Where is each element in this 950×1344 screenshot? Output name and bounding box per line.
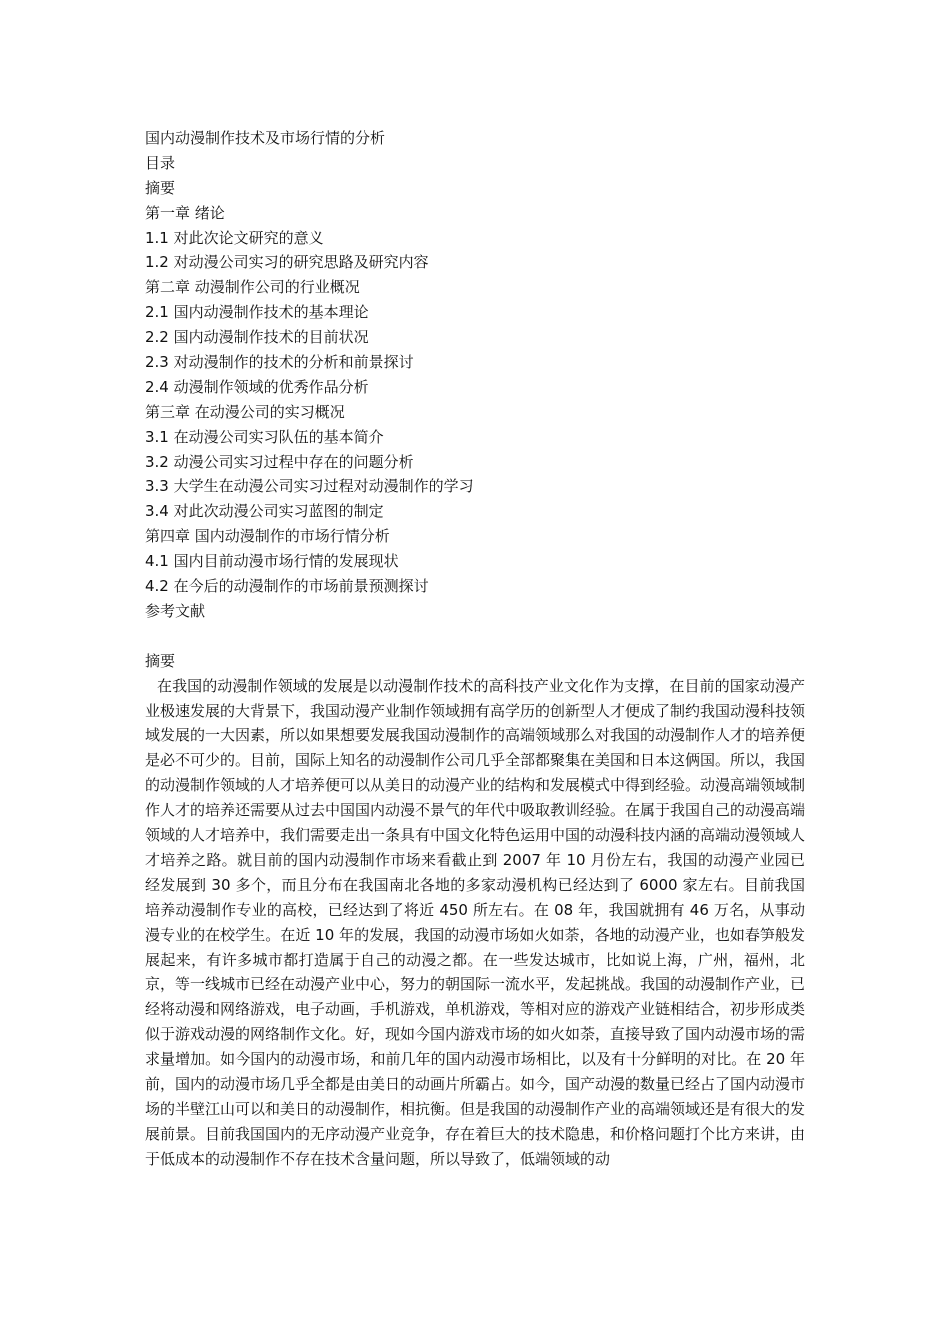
section-spacer — [145, 624, 805, 649]
toc-item: 3.2 动漫公司实习过程中存在的问题分析 — [145, 452, 414, 471]
toc-item: 参考文献 — [145, 601, 206, 620]
toc-item: 2.3 对动漫制作的技术的分析和前景探讨 — [145, 353, 414, 372]
toc-item: 1.1 对此次论文研究的意义 — [145, 228, 324, 247]
document-content — [145, 126, 805, 1172]
toc-item: 2.2 国内动漫制作技术的目前状况 — [145, 328, 369, 347]
toc-item: 3.3 大学生在动漫公司实习过程对动漫制作的学习 — [145, 477, 474, 496]
toc-item: 2.4 动漫制作领域的优秀作品分析 — [145, 377, 369, 396]
toc-item: 3.1 在动漫公司实习队伍的基本简介 — [145, 427, 384, 446]
toc-item: 第二章 动漫制作公司的行业概况 — [145, 278, 360, 297]
toc-heading: 目录 — [145, 153, 176, 172]
abstract-heading: 摘要 — [145, 651, 176, 670]
toc-item: 2.1 国内动漫制作技术的基本理论 — [145, 303, 369, 322]
toc-item: 摘要 — [145, 178, 176, 197]
toc-item: 1.2 对动漫公司实习的研究思路及研究内容 — [145, 253, 429, 272]
abstract-paragraph: 在我国的动漫制作领域的发展是以动漫制作技术的高科技产业文化作为支撑，在目前的国家动漫产业极速发展的大背景下，我国动漫产业制作领域拥有高学历的创新型人才便成了制约我国动漫科技领域发展的一大因素，所以如果想要发展我国动漫制作的高端领域那么对我国的动漫制作人才的培养便是必不可少的。目前，国际上知名的动漫制作公司几乎全部都聚集在美国和日本这俩国。所以，我国的动漫制作领域的人才培养便可以从美日的动漫产业的结构和发展模式中得到经验。动漫高端领域制作人才的培养还需要从过去中国国内动漫不景气的年代中吸取教训经验。在属于我国自己的动漫高端领域的人才培养中，我们需要走出一条具有中国文化特色运用中国的动漫科技内涵的高端动漫领域人才培养之路。就目前的国内动漫制作市场来看截止到 2007 年 10 月份左右，我国的动漫产业园已经发展到 30 多个，而且分布在我国南北各地的多家动漫机构已经达到了 6000 家左右。目前我国培养动漫制作专业的高校，已经达到了将近 450 所左右。在 08 年，我国就拥有 46 万名，从事动漫专业的在校学生。在近 10 年的发展，我国的动漫市场如火如荼，各地的动漫产业，也如春笋般发展起来，有许多城市都打造属于自己的动漫之都。在一些发达城市，比如说上海，广州，福州，北京，等一线城市已经在动漫产业中心，努力的朝国际一流水平，发起挑战。我国的动漫制作产业，已经将动漫和网络游戏，电子动画，手机游戏，单机游戏，等相对应的游戏产业链相结合，初步形成类似于游戏动漫的网络制作文化。好，现如今国内游戏市场的如火如荼，直接导致了国内动漫市场的需求量增加。如今国内的动漫市场，和前几年的国内动漫市场相比，以及有十分鲜明的对比。在 20 年前，国内的动漫市场几乎全都是由美日的动画片所霸占。如今，国产动漫的数量已经占了国内动漫市场的半壁江山可以和美日的动漫制作，相抗衡。但是我国的动漫制作产业的高端领域还是有很大的发展前景。目前我国国内的无序动漫产业竞争，存在着巨大的技术隐患，和价格问题打个比方来讲，由于低成本的动漫制作不存在技术含量问题，所以导致了，低端领域的动 — [145, 676, 806, 1168]
toc-item: 第四章 国内动漫制作的市场行情分析 — [145, 527, 390, 546]
table-of-contents — [145, 176, 805, 624]
toc-item: 3.4 对此次动漫公司实习蓝图的制定 — [145, 502, 384, 521]
toc-item: 第一章 绪论 — [145, 203, 225, 222]
toc-item: 4.2 在今后的动漫制作的市场前景预测探讨 — [145, 577, 429, 596]
toc-item: 4.1 国内目前动漫市场行情的发展现状 — [145, 552, 399, 571]
document-title: 国内动漫制作技术及市场行情的分析 — [145, 129, 386, 147]
toc-item: 第三章 在动漫公司的实习概况 — [145, 402, 345, 421]
